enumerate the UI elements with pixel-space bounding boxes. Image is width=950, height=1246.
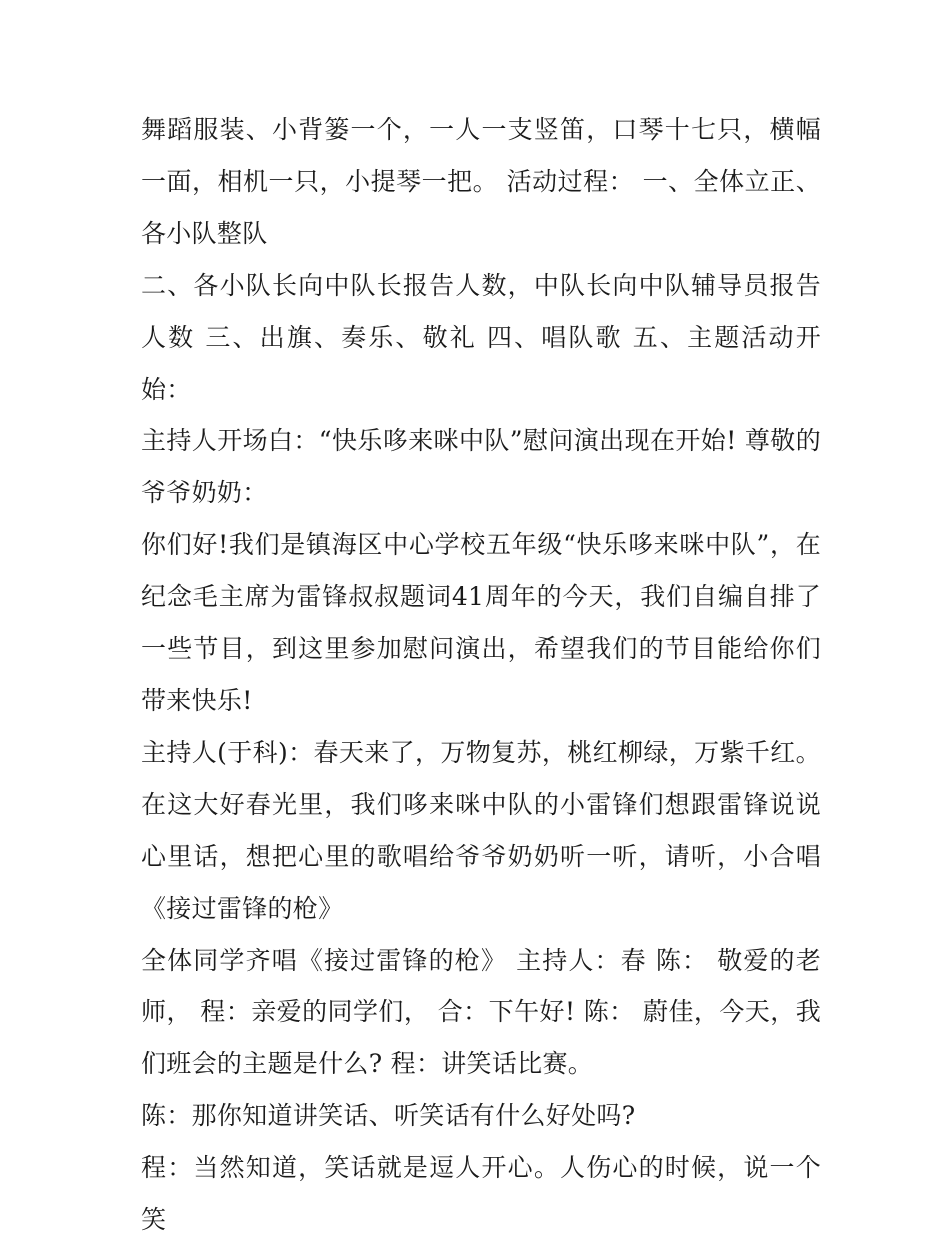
paragraph-greeting: 你们好!我们是镇海区中心学校五年级“快乐哆来咪中队”，在纪念毛主席为雷锋叔叔题词41周年的今天，我们自编自排了一些节目，到这里参加慰问演出，希望我们的节目能给你们带来快乐!	[141, 530, 821, 715]
paragraph-ceremony-steps: 二、各小队长向中队长报告人数，中队长向中队辅导员报告人数 三、出旗、奏乐、敬礼 四、唱队歌 五、主题活动开始：	[141, 270, 821, 404]
paragraph-props-and-process: 舞蹈服装、小背篓一个，一人一支竖笛，口琴十七只，横幅一面，相机一只，小提琴一把。 活动过程： 一、全体立正、各小队整队	[141, 115, 821, 248]
paragraph-chorus-dialogue: 全体同学齐唱《接过雷锋的枪》 主持人：春 陈： 敬爱的老师， 程：亲爱的同学们， 合：下午好! 陈： 蔚佳，今天，我们班会的主题是什么? 程：讲笑话比赛。	[141, 945, 821, 1079]
paragraph-host-yuke: 主持人(于科)：春天来了，万物复苏，桃红柳绿，万紫千红。在这大好春光里，我们哆来咪中队的小雷锋们想跟雷锋说说心里话，想把心里的歌唱给爷爷奶奶听一听，请听，小合唱《接过雷锋的枪》	[141, 737, 821, 923]
paragraph-chen-question: 陈：那你知道讲笑话、听笑话有什么好处吗?	[141, 1101, 636, 1131]
paragraph-host-opening: 主持人开场白：“快乐哆来咪中队”慰问演出现在开始! 尊敬的爷爷奶奶：	[141, 426, 821, 508]
document-body	[141, 104, 821, 1246]
paragraph-cheng-answer: 程：当然知道，笑话就是逗人开心。人伤心的时候，说一个笑	[141, 1153, 821, 1235]
